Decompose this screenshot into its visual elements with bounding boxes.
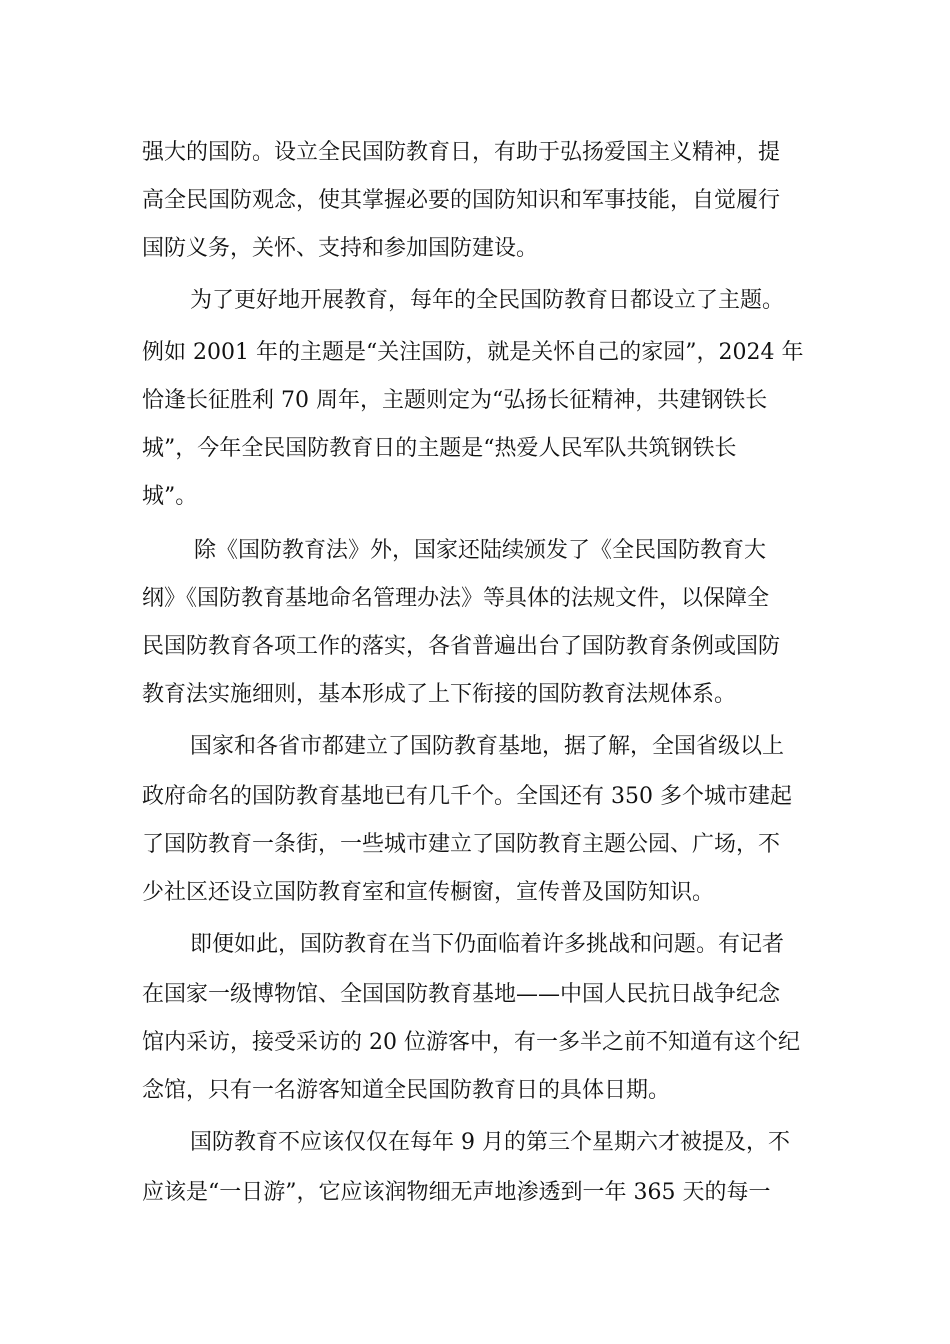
- text-line: 教育法实施细则，基本形成了上下衔接的国防教育法规体系。: [142, 682, 737, 707]
- text-line: 政府命名的国防教育基地已有几千个。全国还有 350 多个城市建起: [142, 784, 792, 809]
- text-line: 馆内采访，接受采访的 20 位游客中，有一多半之前不知道有这个纪: [142, 1030, 800, 1055]
- text-line: 国防教育不应该仅仅在每年 9 月的第三个星期六才被提及，不: [190, 1130, 790, 1155]
- text-line: 了国防教育一条街，一些城市建立了国防教育主题公园、广场，不: [142, 832, 781, 857]
- text-line: 除《国防教育法》外，国家还陆续颁发了《全民国防教育大: [194, 538, 767, 563]
- text-line: 例如 2001 年的主题是“关注国防，就是关怀自己的家园”，2024 年: [142, 340, 804, 365]
- text-line: 在国家一级博物馆、全国国防教育基地——中国人民抗日战争纪念: [142, 982, 781, 1007]
- text-line: 恰逢长征胜利 70 周年，主题则定为“弘扬长征精神，共建钢铁长: [142, 388, 768, 413]
- text-line: 为了更好地开展教育，每年的全民国防教育日都设立了主题。: [190, 288, 785, 313]
- text-line: 国家和各省市都建立了国防教育基地，据了解，全国省级以上: [190, 734, 785, 759]
- text-line: 强大的国防。设立全民国防教育日，有助于弘扬爱国主义精神，提: [142, 140, 781, 165]
- text-line: 应该是“一日游”，它应该润物细无声地渗透到一年 365 天的每一: [142, 1180, 771, 1205]
- text-line: 少社区还设立国防教育室和宣传橱窗，宣传普及国防知识。: [142, 880, 715, 905]
- text-line: 民国防教育各项工作的落实，各省普遍出台了国防教育条例或国防: [142, 634, 781, 659]
- text-line: 即便如此，国防教育在当下仍面临着许多挑战和问题。有记者: [190, 932, 785, 957]
- text-line: 纲》《国防教育基地命名管理办法》等具体的法规文件，以保障全: [142, 586, 770, 611]
- text-line: 念馆，只有一名游客知道全民国防教育日的具体日期。: [142, 1078, 671, 1103]
- text-line: 城”。: [142, 484, 198, 509]
- text-line: 城”，今年全民国防教育日的主题是“热爱人民军队共筑钢铁长: [142, 436, 737, 461]
- text-line: 高全民国防观念，使其掌握必要的国防知识和军事技能，自觉履行: [142, 188, 781, 213]
- text-line: 国防义务，关怀、支持和参加国防建设。: [142, 236, 539, 261]
